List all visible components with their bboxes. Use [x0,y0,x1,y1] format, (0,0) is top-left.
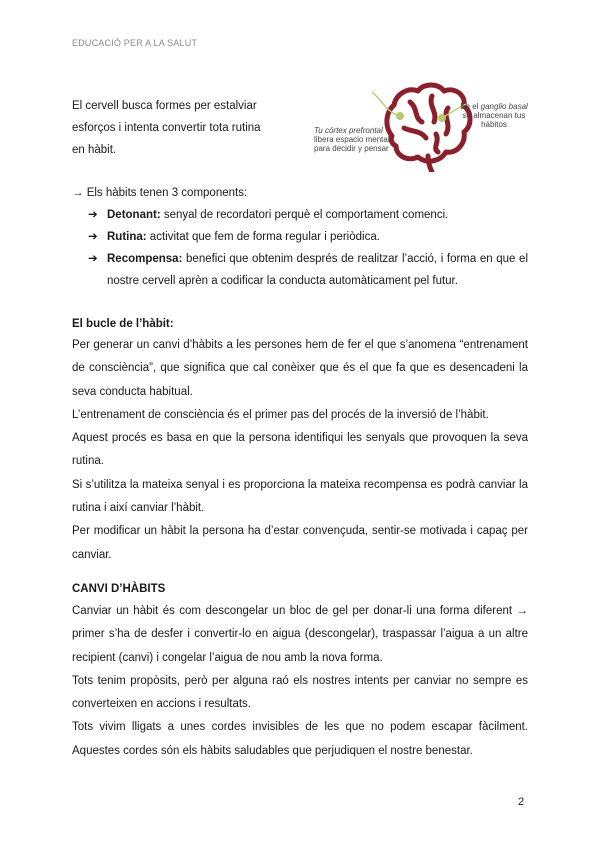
component-text: benefici que obtenim després de realitzar l’acció, i forma en que el nostre cervell aprèn a codificar la conducta automàticament pel futur. [107,253,528,287]
brain-fold [436,134,438,152]
bucle-body [72,334,528,567]
component-rutina [88,226,528,248]
component-recompensa [88,248,528,292]
page-number: 2 [518,796,525,808]
arrow-bullet-icon: ➔ [88,231,98,243]
brain-fold [446,108,448,134]
components-intro: → Els hàbits tenen 3 components: [72,187,248,199]
components-list [88,204,528,292]
basal-caption [458,102,530,129]
body-paragraph: Tots tenim propòsits, però per alguna raó els nostres intents per canviar no sempre es converteixen en accions i resultats. [72,674,528,711]
intro-line: esforços i intenta convertir tota rutina [72,122,261,134]
brain-fold [431,96,435,122]
brain-habits-figure [300,72,530,172]
component-term: Recompensa: [107,253,183,265]
intro-line: en hàbit. [72,144,117,156]
body-paragraph: L’entrenament de consciència és el primer pas del procés de la inversió de l’hàbit. [72,408,489,421]
body-paragraph: Si s’utilitza la mateixa senyal i es proporciona la mateixa recompensa es podrà canviar la rutina i així canviar l’hàbit. [72,478,528,515]
body-paragraph: Aquest procés es basa en que la persona identifiqui les senyals que provoquen la seva rutina. [72,432,528,468]
body-paragraph: Per generar un canvi d’hàbits a les persones hem de fer el que s’anomena “entrenament de consciència”, que significa que cal conèixer que és el que fa que es desencadeni la seva conducta habitual. [72,339,528,398]
basal-caption-text: se almacenan tus hábitos [462,111,526,129]
canvi-body [72,600,528,763]
component-term: Rutina: [107,231,147,243]
body-paragraph: Tots vivim lligats a unes cordes invisibles de les que no podem escapar fàcilment. Aquestes cordes són els hàbits saludables que perjudiquen el nostre benestar. [72,721,528,757]
section-title-bucle: El bucle de l’hàbit: [72,318,174,330]
prefrontal-caption-text: libera espacio mental para decidir y pensar [314,135,390,153]
brain-fold [404,128,426,138]
prefrontal-caption-italic: Tu córtex prefrontal [314,126,383,135]
component-detonant [88,204,528,226]
brain-fold [410,102,422,122]
section-title-canvi: CANVI D’HÀBITS [72,583,166,595]
brain-stem [428,156,432,172]
intro-paragraph [72,95,302,161]
intro-line: El cervell busca formes per estalviar [72,100,257,112]
basal-caption-plain: En el [460,102,481,111]
arrow-bullet-icon: ➔ [88,253,98,265]
prefrontal-caption [314,126,390,153]
component-term: Detonant: [107,209,161,221]
body-paragraph: Per modificar un hàbit la persona ha d’estar convençuda, sentir-se motivada i capaç per canviar. [72,525,528,561]
component-text: senyal de recordatori perquè el comportament comenci. [160,209,449,221]
body-paragraph: Canviar un hàbit és com descongelar un bloc de gel per donar-li una forma diferent → primer s’ha de desfer i convertir-lo en aigua (descongelar), traspassar l’aigua a un altre recipient (canvi) i congelar l’aigua de nou amb la nova forma. [72,605,528,664]
component-text: activitat que fem de forma regular i periòdica. [146,231,380,243]
arrow-bullet-icon: ➔ [88,209,98,221]
basal-caption-italic: ganglio basal [480,102,528,111]
running-header: EDUCACIÓ PER A LA SALUT [72,38,198,48]
